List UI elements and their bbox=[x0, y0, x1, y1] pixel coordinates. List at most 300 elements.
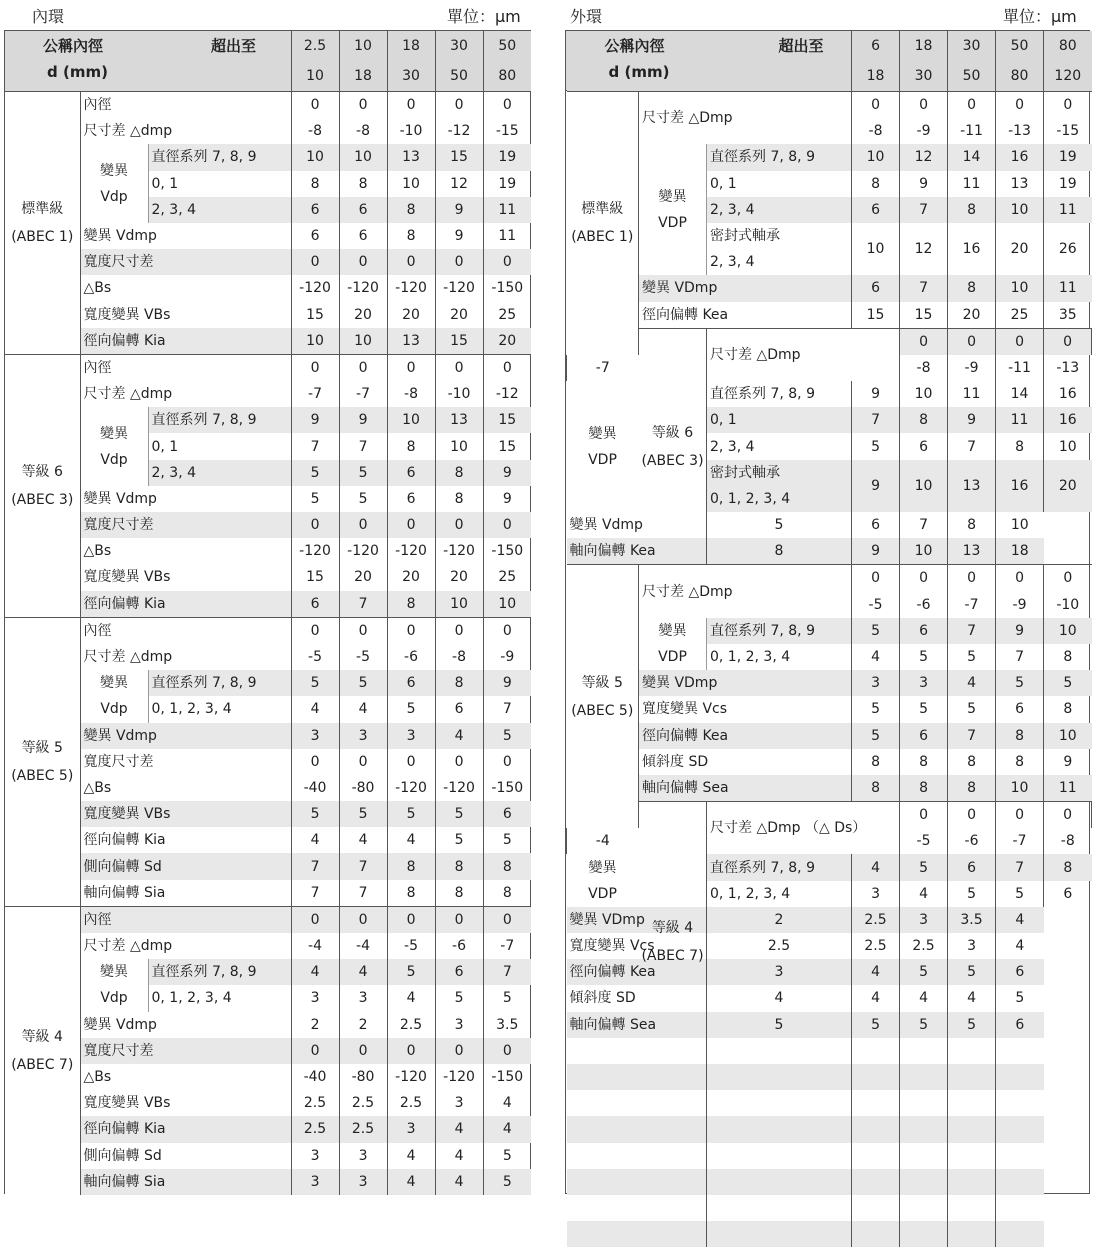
value-cell: 10 bbox=[996, 775, 1044, 802]
value-cell: 8 bbox=[435, 460, 483, 486]
value-cell: -7 bbox=[483, 933, 531, 959]
row-label: 尺寸差 △Dmp bbox=[639, 92, 852, 145]
value-cell: 15 bbox=[435, 328, 483, 355]
value-cell: 0 bbox=[387, 354, 435, 381]
value-cell: 10 bbox=[1044, 433, 1092, 459]
value-cell: 4 bbox=[996, 907, 1044, 933]
value-cell: 0 bbox=[291, 749, 339, 775]
value-cell: 20 bbox=[948, 302, 996, 329]
value-cell: 6 bbox=[291, 223, 339, 249]
value-cell: -6 bbox=[387, 644, 435, 670]
value-cell: 5 bbox=[900, 854, 948, 880]
value-cell: 0 bbox=[948, 328, 996, 355]
value-cell: 4 bbox=[387, 1169, 435, 1195]
value-cell: -120 bbox=[387, 275, 435, 301]
value-cell: 20 bbox=[339, 564, 387, 590]
value-cell: 8 bbox=[948, 512, 996, 538]
value-cell: 0 bbox=[483, 354, 531, 381]
value-cell: -8 bbox=[387, 381, 435, 407]
value-cell: 35 bbox=[1044, 302, 1092, 329]
value-cell: 8 bbox=[483, 853, 531, 879]
value-cell: 0 bbox=[483, 512, 531, 538]
value-cell: -4 bbox=[291, 933, 339, 959]
value-cell: 8 bbox=[387, 223, 435, 249]
value-cell: 5 bbox=[900, 1012, 948, 1038]
value-cell: 8 bbox=[996, 723, 1044, 749]
value-cell: 9 bbox=[483, 460, 531, 486]
value-cell: 6 bbox=[852, 197, 900, 223]
value-cell: -12 bbox=[483, 381, 531, 407]
value-cell: 6 bbox=[387, 670, 435, 696]
value-cell: -150 bbox=[483, 538, 531, 564]
value-cell: 5 bbox=[435, 827, 483, 853]
grade-abec: (ABEC 1) bbox=[11, 228, 74, 245]
value-cell: 9 bbox=[852, 538, 900, 565]
value-cell: 6 bbox=[387, 460, 435, 486]
value-cell: 4 bbox=[948, 670, 996, 696]
value-cell: 5 bbox=[900, 644, 948, 670]
vdp-label: VDP bbox=[588, 451, 617, 468]
value-cell: 5 bbox=[1044, 670, 1092, 696]
value-cell: 8 bbox=[852, 749, 900, 775]
value-cell: 6 bbox=[900, 618, 948, 644]
value-cell: 4 bbox=[387, 1143, 435, 1169]
vdp-label: Vdp bbox=[100, 188, 128, 205]
value-cell: 8 bbox=[435, 853, 483, 879]
value-cell: 4 bbox=[900, 985, 948, 1011]
value-cell: 8 bbox=[1044, 644, 1092, 670]
value-cell: 10 bbox=[291, 328, 339, 355]
value-cell: -5 bbox=[291, 644, 339, 670]
value-cell: 6 bbox=[435, 696, 483, 722]
value-cell: 8 bbox=[900, 775, 948, 802]
value-cell: -120 bbox=[291, 538, 339, 564]
value-cell: 5 bbox=[948, 881, 996, 907]
grade-name: 等級 4 bbox=[21, 1028, 63, 1045]
row-label: 徑向偏轉 Kia bbox=[83, 595, 166, 612]
value-cell: 8 bbox=[1044, 854, 1092, 880]
value-cell: 7 bbox=[339, 591, 387, 618]
value-cell: -4 bbox=[339, 933, 387, 959]
value-cell: 7 bbox=[996, 854, 1044, 880]
inner-incl-cell: 18 bbox=[339, 61, 387, 92]
inner-ring-caption: 內環 bbox=[32, 7, 65, 26]
inner-grade-cell bbox=[5, 617, 80, 906]
row-label: 0, 1, 2, 3, 4 bbox=[148, 696, 291, 722]
row-label: 0, 1, 2, 3, 4 bbox=[707, 486, 852, 512]
outer-ring-table-frame bbox=[565, 30, 1090, 1194]
value-cell: 5 bbox=[339, 486, 387, 512]
grade-name: 標準級 bbox=[581, 201, 624, 218]
grade-abec: (ABEC 3) bbox=[11, 491, 74, 508]
value-cell: 16 bbox=[996, 460, 1044, 512]
value-cell: 6 bbox=[387, 486, 435, 512]
row-label: 2, 3, 4 bbox=[148, 460, 291, 486]
inner-nominal-label: 公稱內徑 bbox=[43, 37, 104, 55]
value-cell: 10 bbox=[996, 512, 1044, 538]
grade-abec: (ABEC 5) bbox=[571, 702, 634, 719]
row-label: 0, 1 bbox=[148, 433, 291, 459]
value-cell: 0 bbox=[900, 802, 948, 829]
outer-range-label: 超出至 bbox=[778, 37, 824, 55]
value-cell: 10 bbox=[996, 275, 1044, 301]
value-cell: -120 bbox=[339, 538, 387, 564]
value-cell: -150 bbox=[483, 1064, 531, 1090]
value-cell: -40 bbox=[291, 775, 339, 801]
row-label: 直徑系列 7, 8, 9 bbox=[148, 407, 291, 433]
value-cell: 7 bbox=[900, 197, 948, 223]
row-label: 側向偏轉 Sd bbox=[83, 1147, 162, 1164]
value-cell: 13 bbox=[435, 407, 483, 433]
outer-over-cell: 18 bbox=[900, 31, 948, 61]
row-label: 內徑 bbox=[80, 354, 291, 381]
value-cell: 3 bbox=[852, 881, 900, 907]
row-label: 0, 1 bbox=[148, 171, 291, 197]
value-cell: 4 bbox=[852, 959, 900, 985]
value-cell: 3 bbox=[339, 723, 387, 749]
row-label: 寬度變異 Vcs bbox=[642, 701, 728, 718]
value-cell: 14 bbox=[996, 381, 1044, 407]
value-cell: 4 bbox=[707, 985, 852, 1011]
row-label: 變異 Vdmp bbox=[569, 517, 643, 534]
value-cell: -40 bbox=[291, 1064, 339, 1090]
value-cell: 6 bbox=[852, 275, 900, 301]
row-label: 變異 VDmp bbox=[642, 675, 718, 692]
value-cell: -6 bbox=[435, 933, 483, 959]
var-label: 變異 bbox=[658, 188, 687, 205]
row-label: 尺寸差 △Dmp bbox=[639, 565, 852, 618]
row-label: 寬度變異 VBs bbox=[83, 306, 171, 323]
value-cell: 13 bbox=[948, 460, 996, 512]
inner-incl-cell: 30 bbox=[387, 61, 435, 92]
row-label: 0, 1 bbox=[707, 171, 852, 197]
row-label: 密封式軸承 bbox=[707, 460, 852, 486]
value-cell: 3 bbox=[387, 723, 435, 749]
row-label: 內徑 bbox=[80, 617, 291, 644]
value-cell: 8 bbox=[948, 775, 996, 802]
value-cell: 9 bbox=[483, 486, 531, 512]
row-label: 內徑 bbox=[80, 92, 291, 119]
value-cell: 4 bbox=[996, 933, 1044, 959]
value-cell: 8 bbox=[435, 670, 483, 696]
value-cell: 6 bbox=[900, 433, 948, 459]
inner-grade-cell bbox=[5, 354, 80, 617]
row-label: 直徑系列 7, 8, 9 bbox=[148, 144, 291, 170]
value-cell: -9 bbox=[996, 592, 1044, 618]
value-cell: 6 bbox=[996, 959, 1044, 985]
value-cell: 20 bbox=[483, 328, 531, 355]
outer-ring-caption: 外環 bbox=[570, 7, 603, 26]
value-cell: 15 bbox=[852, 302, 900, 329]
value-cell: 0 bbox=[387, 617, 435, 644]
row-label: 直徑系列 7, 8, 9 bbox=[148, 959, 291, 985]
value-cell: 8 bbox=[900, 749, 948, 775]
value-cell: -6 bbox=[948, 828, 996, 854]
value-cell: -120 bbox=[387, 538, 435, 564]
value-cell: 11 bbox=[948, 171, 996, 197]
value-cell: -5 bbox=[852, 592, 900, 618]
row-label: 2, 3, 4 bbox=[707, 433, 852, 459]
row-label: 直徑系列 7, 8, 9 bbox=[707, 618, 852, 644]
outer-incl-cell: 80 bbox=[996, 61, 1044, 92]
value-cell: 0 bbox=[900, 92, 948, 119]
value-cell: 4 bbox=[435, 723, 483, 749]
value-cell: 3.5 bbox=[948, 907, 996, 933]
value-cell: 0 bbox=[435, 906, 483, 933]
value-cell: 4 bbox=[483, 1116, 531, 1142]
value-cell: 4 bbox=[900, 881, 948, 907]
value-cell: 0 bbox=[339, 906, 387, 933]
value-cell: 11 bbox=[1044, 775, 1092, 802]
value-cell: 20 bbox=[435, 564, 483, 590]
value-cell: 0 bbox=[1044, 565, 1092, 592]
value-cell: 16 bbox=[1044, 381, 1092, 407]
inner-ring-table bbox=[5, 31, 531, 1195]
row-label: 變異 Vdmp bbox=[83, 1016, 157, 1033]
value-cell: 5 bbox=[996, 985, 1044, 1011]
inner-ring-table-frame bbox=[4, 30, 531, 1194]
value-cell: 9 bbox=[996, 618, 1044, 644]
value-cell: -5 bbox=[387, 933, 435, 959]
value-cell: 10 bbox=[387, 171, 435, 197]
value-cell: 4 bbox=[435, 1169, 483, 1195]
value-cell: 0 bbox=[948, 802, 996, 829]
value-cell: 20 bbox=[996, 223, 1044, 275]
value-cell: 25 bbox=[996, 302, 1044, 329]
value-cell: 5 bbox=[996, 670, 1044, 696]
value-cell: 10 bbox=[435, 433, 483, 459]
value-cell: 4 bbox=[291, 959, 339, 985]
value-cell: 8 bbox=[435, 880, 483, 907]
grade-name: 等級 5 bbox=[581, 674, 623, 691]
value-cell: 10 bbox=[291, 144, 339, 170]
value-cell: 8 bbox=[387, 591, 435, 618]
value-cell: -6 bbox=[900, 592, 948, 618]
value-cell: 14 bbox=[948, 144, 996, 170]
value-cell: 0 bbox=[1044, 328, 1092, 355]
value-cell: 0 bbox=[435, 92, 483, 119]
value-cell: 0 bbox=[291, 906, 339, 933]
row-label: 直徑系列 7, 8, 9 bbox=[707, 854, 852, 880]
grade-abec: (ABEC 7) bbox=[641, 948, 704, 965]
value-cell: 0 bbox=[339, 249, 387, 275]
value-cell: 6 bbox=[996, 696, 1044, 722]
value-cell: 0 bbox=[435, 749, 483, 775]
row-label: 寬度變異 VBs bbox=[83, 806, 171, 823]
value-cell: 19 bbox=[1044, 144, 1092, 170]
value-cell: 5 bbox=[291, 801, 339, 827]
value-cell: 7 bbox=[291, 433, 339, 459]
row-label: 寬度尺寸差 bbox=[83, 1042, 154, 1059]
value-cell: 6 bbox=[483, 801, 531, 827]
value-cell: 4 bbox=[852, 644, 900, 670]
value-cell: 19 bbox=[483, 144, 531, 170]
value-cell: 0 bbox=[339, 512, 387, 538]
value-cell: 11 bbox=[1044, 275, 1092, 301]
row-label: 寬度尺寸差 bbox=[83, 753, 154, 770]
value-cell: -11 bbox=[948, 118, 996, 144]
value-cell: 9 bbox=[291, 407, 339, 433]
value-cell: 5 bbox=[339, 801, 387, 827]
value-cell: 9 bbox=[852, 460, 900, 512]
row-label: 變異 VDmp bbox=[569, 911, 645, 928]
value-cell: 5 bbox=[291, 460, 339, 486]
row-label: △Bs bbox=[83, 543, 112, 560]
value-cell: 5 bbox=[483, 827, 531, 853]
row-label: 2, 3, 4 bbox=[707, 197, 852, 223]
value-cell: 5 bbox=[948, 959, 996, 985]
value-cell: -8 bbox=[900, 355, 948, 381]
value-cell: 9 bbox=[483, 670, 531, 696]
value-cell: -4 bbox=[567, 828, 639, 854]
value-cell: 10 bbox=[852, 223, 900, 275]
outer-incl-cell: 18 bbox=[852, 61, 900, 92]
row-label: 寬度變異 VBs bbox=[83, 1095, 171, 1112]
value-cell: 0 bbox=[948, 92, 996, 119]
value-cell: 3 bbox=[387, 1116, 435, 1142]
value-cell: 3 bbox=[435, 1012, 483, 1038]
value-cell: 2 bbox=[291, 1012, 339, 1038]
value-cell: -120 bbox=[291, 275, 339, 301]
value-cell: 16 bbox=[1044, 407, 1092, 433]
value-cell: 4 bbox=[387, 985, 435, 1011]
value-cell: 7 bbox=[900, 512, 948, 538]
value-cell: 2.5 bbox=[387, 1090, 435, 1116]
value-cell: 3 bbox=[948, 933, 996, 959]
value-cell: 11 bbox=[1044, 197, 1092, 223]
value-cell: 8 bbox=[852, 171, 900, 197]
value-cell: 11 bbox=[996, 407, 1044, 433]
value-cell: 13 bbox=[387, 328, 435, 355]
row-label: 2, 3, 4 bbox=[148, 197, 291, 223]
vdp-label: Vdp bbox=[100, 451, 128, 468]
outer-over-cell: 6 bbox=[852, 31, 900, 61]
row-label: 直徑系列 7, 8, 9 bbox=[148, 670, 291, 696]
value-cell: 5 bbox=[483, 985, 531, 1011]
row-label: 傾斜度 SD bbox=[569, 990, 636, 1007]
value-cell: 0 bbox=[291, 512, 339, 538]
value-cell: -9 bbox=[483, 644, 531, 670]
grade-abec: (ABEC 3) bbox=[641, 452, 704, 469]
value-cell: 0 bbox=[900, 565, 948, 592]
value-cell: 0 bbox=[291, 92, 339, 119]
value-cell: 4 bbox=[483, 1090, 531, 1116]
row-label: 尺寸差 △dmp bbox=[83, 386, 173, 403]
value-cell: 0 bbox=[435, 249, 483, 275]
value-cell: 20 bbox=[435, 302, 483, 328]
outer-nominal-label: 公稱內徑 bbox=[604, 37, 665, 55]
vdp-label-cell: Vdp bbox=[100, 990, 128, 1007]
row-label: 尺寸差 △Dmp bbox=[707, 328, 900, 381]
inner-over-cell: 2.5 bbox=[291, 31, 339, 61]
row-label: 直徑系列 7, 8, 9 bbox=[707, 144, 852, 170]
value-cell: 0 bbox=[339, 92, 387, 119]
value-cell: -10 bbox=[387, 118, 435, 144]
value-cell: 25 bbox=[483, 302, 531, 328]
value-cell: 15 bbox=[483, 407, 531, 433]
value-cell: 8 bbox=[948, 197, 996, 223]
value-cell: -7 bbox=[948, 592, 996, 618]
value-cell: -7 bbox=[996, 828, 1044, 854]
row-label: △Bs bbox=[83, 779, 112, 796]
row-label: 變異 Vdmp bbox=[83, 490, 157, 507]
value-cell: 3 bbox=[291, 1169, 339, 1195]
value-cell: 10 bbox=[339, 144, 387, 170]
value-cell: 12 bbox=[900, 144, 948, 170]
value-cell: -7 bbox=[567, 355, 639, 381]
value-cell: 15 bbox=[291, 564, 339, 590]
row-label: 軸向偏轉 Kea bbox=[569, 543, 656, 560]
value-cell: 11 bbox=[483, 197, 531, 223]
value-cell: 5 bbox=[387, 959, 435, 985]
value-cell: 8 bbox=[483, 880, 531, 907]
value-cell: 3 bbox=[291, 985, 339, 1011]
value-cell: 5 bbox=[852, 1012, 900, 1038]
value-cell: 3 bbox=[900, 907, 948, 933]
grade-name: 等級 4 bbox=[651, 920, 694, 937]
value-cell: 5 bbox=[948, 1012, 996, 1038]
value-cell: 5 bbox=[852, 696, 900, 722]
value-cell: 8 bbox=[707, 538, 852, 565]
outer-header-cell bbox=[567, 31, 852, 92]
value-cell: 11 bbox=[483, 223, 531, 249]
value-cell: -13 bbox=[996, 118, 1044, 144]
row-label: 0, 1, 2, 3, 4 bbox=[707, 881, 852, 907]
value-cell: 2.5 bbox=[291, 1116, 339, 1142]
value-cell: 20 bbox=[339, 302, 387, 328]
vdp-label: VDP bbox=[658, 214, 687, 231]
row-label: 0, 1 bbox=[707, 407, 852, 433]
var-label-cell: 變異 bbox=[80, 670, 148, 696]
value-cell: 0 bbox=[291, 354, 339, 381]
row-label: 內徑 bbox=[80, 906, 291, 933]
value-cell: 6 bbox=[900, 723, 948, 749]
value-cell: 8 bbox=[339, 171, 387, 197]
value-cell: -120 bbox=[387, 775, 435, 801]
value-cell: 0 bbox=[387, 1038, 435, 1064]
value-cell: 4 bbox=[387, 827, 435, 853]
value-cell: 3 bbox=[852, 670, 900, 696]
value-cell: 3 bbox=[291, 1143, 339, 1169]
value-cell: 10 bbox=[339, 328, 387, 355]
row-label: 軸向偏轉 Sia bbox=[83, 884, 166, 901]
value-cell: 13 bbox=[948, 538, 996, 565]
value-cell: 9 bbox=[1044, 749, 1092, 775]
row-label: 2, 3, 4 bbox=[707, 249, 852, 275]
value-cell: 6 bbox=[291, 197, 339, 223]
row-label: 軸向偏轉 Sia bbox=[83, 1173, 166, 1190]
value-cell: 5 bbox=[291, 670, 339, 696]
value-cell: 15 bbox=[291, 302, 339, 328]
value-cell: 20 bbox=[387, 302, 435, 328]
value-cell: 5 bbox=[852, 618, 900, 644]
value-cell: 0 bbox=[483, 249, 531, 275]
value-cell: -120 bbox=[339, 275, 387, 301]
value-cell: 5 bbox=[387, 696, 435, 722]
value-cell: 4 bbox=[339, 959, 387, 985]
outer-over-cell: 50 bbox=[996, 31, 1044, 61]
value-cell: -8 bbox=[852, 118, 900, 144]
value-cell: 4 bbox=[291, 696, 339, 722]
row-label: △Bs bbox=[83, 280, 112, 297]
inner-over-cell: 10 bbox=[339, 31, 387, 61]
value-cell: 0 bbox=[339, 749, 387, 775]
var-label-cell: 變異 bbox=[80, 959, 148, 985]
value-cell: -150 bbox=[483, 275, 531, 301]
value-cell: 0 bbox=[996, 565, 1044, 592]
row-label: 徑向偏轉 Kea bbox=[569, 964, 656, 981]
value-cell: -7 bbox=[291, 381, 339, 407]
